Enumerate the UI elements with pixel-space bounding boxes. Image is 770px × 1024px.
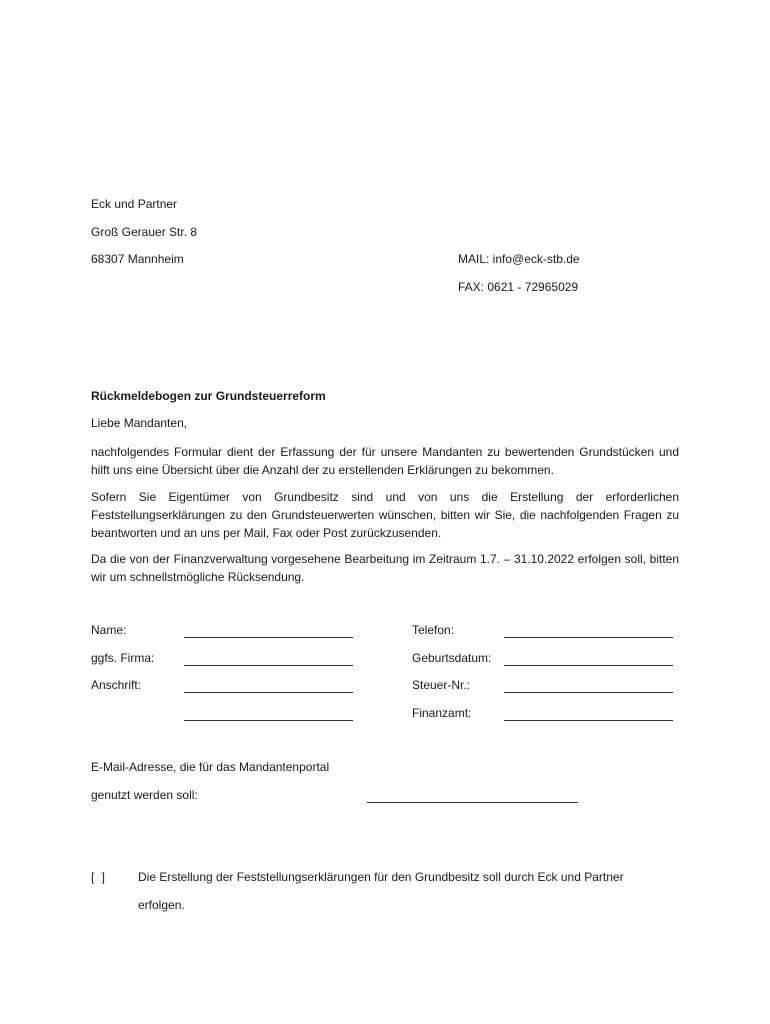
finanzamt-label: Finanzamt: [412,706,472,720]
finanzamt-field[interactable] [504,720,673,721]
sender-company: Eck und Partner [91,197,178,211]
sender-mail: MAIL: info@eck-stb.de [458,252,580,266]
steuer-nr-label: Steuer-Nr.: [412,678,471,692]
geburtsdatum-label: Geburtsdatum: [412,651,492,665]
email-field[interactable] [367,802,578,803]
email-label-line-2: genutzt werden soll: [91,788,198,802]
steuer-nr-field[interactable] [504,692,673,693]
option-text-line-2: erfolgen. [138,898,185,912]
firma-field[interactable] [184,665,353,666]
anschrift-field[interactable] [184,692,353,693]
sender-city: 68307 Mannheim [91,252,184,266]
name-field[interactable] [184,637,353,638]
geburtsdatum-field[interactable] [504,665,673,666]
anschrift-field-line-2[interactable] [184,720,353,721]
letter-paragraph-2: Sofern Sie Eigentümer von Grundbesitz sind und von uns die Erstellung der erforderlichen Feststellungserklärungen zu den Grundsteuerwerten wünschen, bitten wir Sie, die nachfolgenden Fragen zu beantworten und an uns per Mail, Fax oder Post zurückzusenden. [91,490,679,540]
firma-label: ggfs. Firma: [91,651,155,665]
letter-paragraph-1: nachfolgendes Formular dient der Erfassung der für unsere Mandanten zu bewertenden Grundstücken und hilft uns eine Übersicht über die Anzahl der zu erstellenden Erklärungen zu bekommen. [91,445,679,477]
option-text-line-1: Die Erstellung der Feststellungserklärungen für den Grundbesitz soll durch Eck und Partner [138,870,624,884]
email-label-line-1: E-Mail-Adresse, die für das Mandantenportal [91,760,330,774]
telefon-label: Telefon: [412,623,455,637]
letter-paragraph-3: Da die von der Finanzverwaltung vorgesehene Bearbeitung im Zeitraum 1.7. – 31.10.2022 erfolgen soll, bitten wir um schnellstmögliche Rücksendung. [91,552,679,584]
option-checkbox[interactable]: [ ] [91,870,108,884]
letter-greeting: Liebe Mandanten, [91,416,188,430]
name-label: Name: [91,623,127,637]
anschrift-label: Anschrift: [91,678,142,692]
sender-fax: FAX: 0621 - 72965029 [458,280,579,294]
letter-title: Rückmeldebogen zur Grundsteuerreform [91,389,326,403]
telefon-field[interactable] [504,637,673,638]
sender-street: Groß Gerauer Str. 8 [91,225,198,239]
